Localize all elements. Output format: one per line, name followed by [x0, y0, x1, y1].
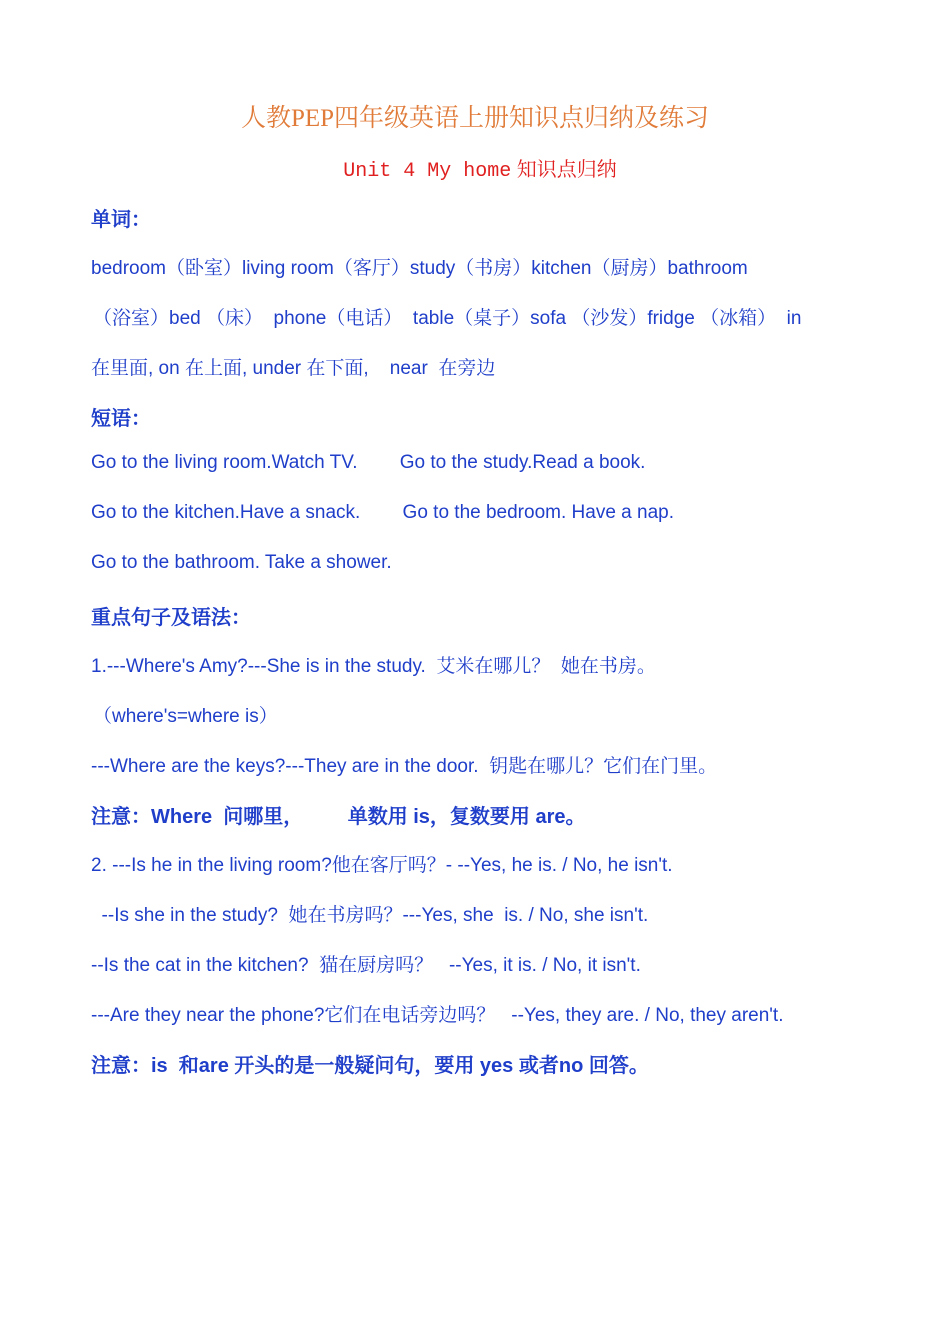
- grammar-line: ---Where are the keys?---They are in the door. 钥匙在哪儿？它们在门里。: [91, 756, 718, 777]
- grammar-line: 2. ---Is he in the living room?他在客厅吗？- --Yes, he is. / No, he isn't.: [91, 855, 673, 876]
- unit-subtitle-cn: 知识点归纳: [516, 157, 617, 181]
- vocab-line: （浴室）bed （床） phone（电话） table（桌子）sofa （沙发）fridge （冰箱） in: [93, 308, 802, 329]
- unit-subtitle-en: Unit 4 My home: [343, 160, 512, 183]
- grammar-line: 1.---Where's Amy?---She is in the study. 艾米在哪儿？ 她在书房。: [91, 656, 656, 677]
- unit-subtitle: [0, 153, 950, 183]
- vocab-line: 在里面, on 在上面, under 在下面, near 在旁边: [91, 358, 496, 379]
- vocab-line: bedroom（卧室）living room（客厅）study（书房）kitchen（厨房）bathroom: [91, 258, 748, 279]
- grammar-line: --Is she in the study? 她在书房吗？---Yes, she is. / No, she isn't.: [91, 905, 649, 926]
- grammar-line: （where's=where is）: [93, 706, 278, 727]
- phrase-heading: 短语：: [91, 408, 151, 430]
- grammar-line: ---Are they near the phone?它们在电话旁边吗？ --Yes, they are. / No, they aren't.: [91, 1005, 784, 1026]
- document-title: 人教PEP四年级英语上册知识点归纳及练习: [240, 105, 710, 132]
- vocab-heading: 单词：: [91, 209, 151, 231]
- grammar-line: --Is the cat in the kitchen? 猫在厨房吗？ --Yes, it is. / No, it isn't.: [91, 955, 641, 976]
- grammar-heading: 重点句子及语法：: [91, 607, 251, 629]
- note-where: 注意：Where 问哪里， 单数用 is，复数要用 are。: [91, 806, 586, 828]
- phrase-line: Go to the kitchen.Have a snack. Go to the bedroom. Have a nap.: [91, 502, 674, 523]
- note-yes-no: 注意：is 和are 开头的是一般疑问句，要用 yes 或者no 回答。: [91, 1055, 649, 1077]
- phrase-line: Go to the living room.Watch TV. Go to the study.Read a book.: [91, 452, 646, 473]
- phrase-line: Go to the bathroom. Take a shower.: [91, 552, 392, 573]
